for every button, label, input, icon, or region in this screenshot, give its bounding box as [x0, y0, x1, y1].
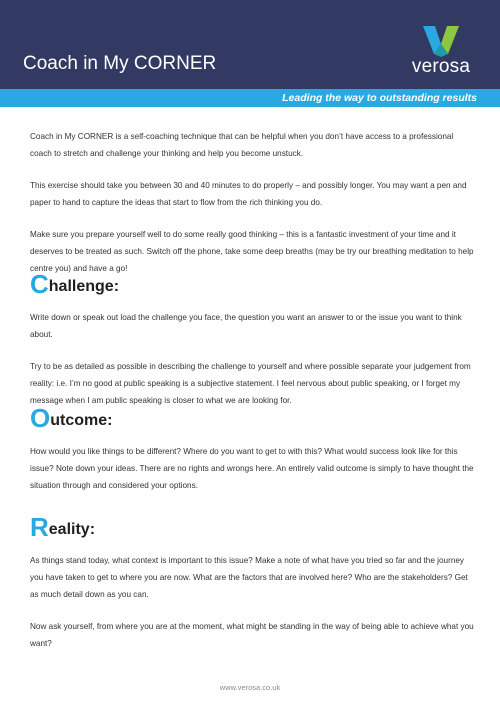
challenge-section [30, 269, 474, 424]
heading-rest: eality: [48, 521, 96, 539]
intro-paragraph: Coach in My CORNER is a self-coaching technique that can be helpful when you don’t have access to a professional coach to stretch and challenge your thinking and help you become unstuck. [30, 132, 454, 158]
intro-paragraph: This exercise should take you between 30 and 40 minutes to do properly – and possibly longer. You may want a pen and paper to hand to capture the ideas that start to flow from the rich thinking you do. [30, 181, 467, 207]
outcome-paragraph: How would you like things to be different? Where do you want to get to with this? What would success look like for this issue? Note down your ideas. There are no rights and wrongs here. An entirely valid outcome is simply to have thought the situation through and considered your options. [30, 447, 474, 491]
heading-initial: O [30, 403, 51, 433]
challenge-paragraph: Try to be as detailed as possible in describing the challenge to yourself and where possible separate your judgement from reality: i.e. I’m no good at public speaking is a subjective statement. I feel nervous about public speaking, or I forget my message when I am public speaking is closer to what we are looking for. [30, 362, 471, 406]
reality-section [30, 512, 474, 667]
heading-initial: C [30, 269, 49, 299]
heading-initial: R [30, 512, 49, 542]
reality-heading [30, 512, 474, 542]
header-banner [0, 0, 500, 89]
reality-paragraph: As things stand today, what context is important to this issue? Make a note of what have you tried so far and the journey you have taken to get to where you are now. What are the factors that are involved here? Who are the stakeholders? Get as much detail down as you can. [30, 556, 468, 600]
intro-section [30, 128, 474, 292]
intro-paragraph: Make sure you prepare yourself well to do some really good thinking – this is a fantastic investment of your time and it deserves to be treated as such. Switch off the phone, take some deep breaths (may be try our breathing meditation to help centre you) and have a go! [30, 230, 474, 273]
heading-rest: hallenge: [48, 278, 120, 296]
heading-rest: utcome: [50, 412, 113, 430]
tagline-bar [0, 89, 500, 107]
challenge-heading [30, 269, 474, 299]
brand-name: verosa [411, 56, 471, 77]
document-title: Coach in My CORNER [23, 53, 217, 74]
verosa-logo-icon [421, 24, 461, 58]
tagline: Leading the way to outstanding results [282, 92, 477, 104]
reality-paragraph: Now ask yourself, from where you are at the moment, what might be standing in the way of being able to achieve what you want? [30, 622, 474, 649]
challenge-paragraph: Write down or speak out load the challenge you face, the question you want an answer to or the issue you want to think about. [30, 313, 462, 340]
footer-url[interactable]: www.verosa.co.uk [219, 683, 281, 692]
outcome-heading [30, 403, 474, 433]
outcome-section [30, 403, 474, 509]
